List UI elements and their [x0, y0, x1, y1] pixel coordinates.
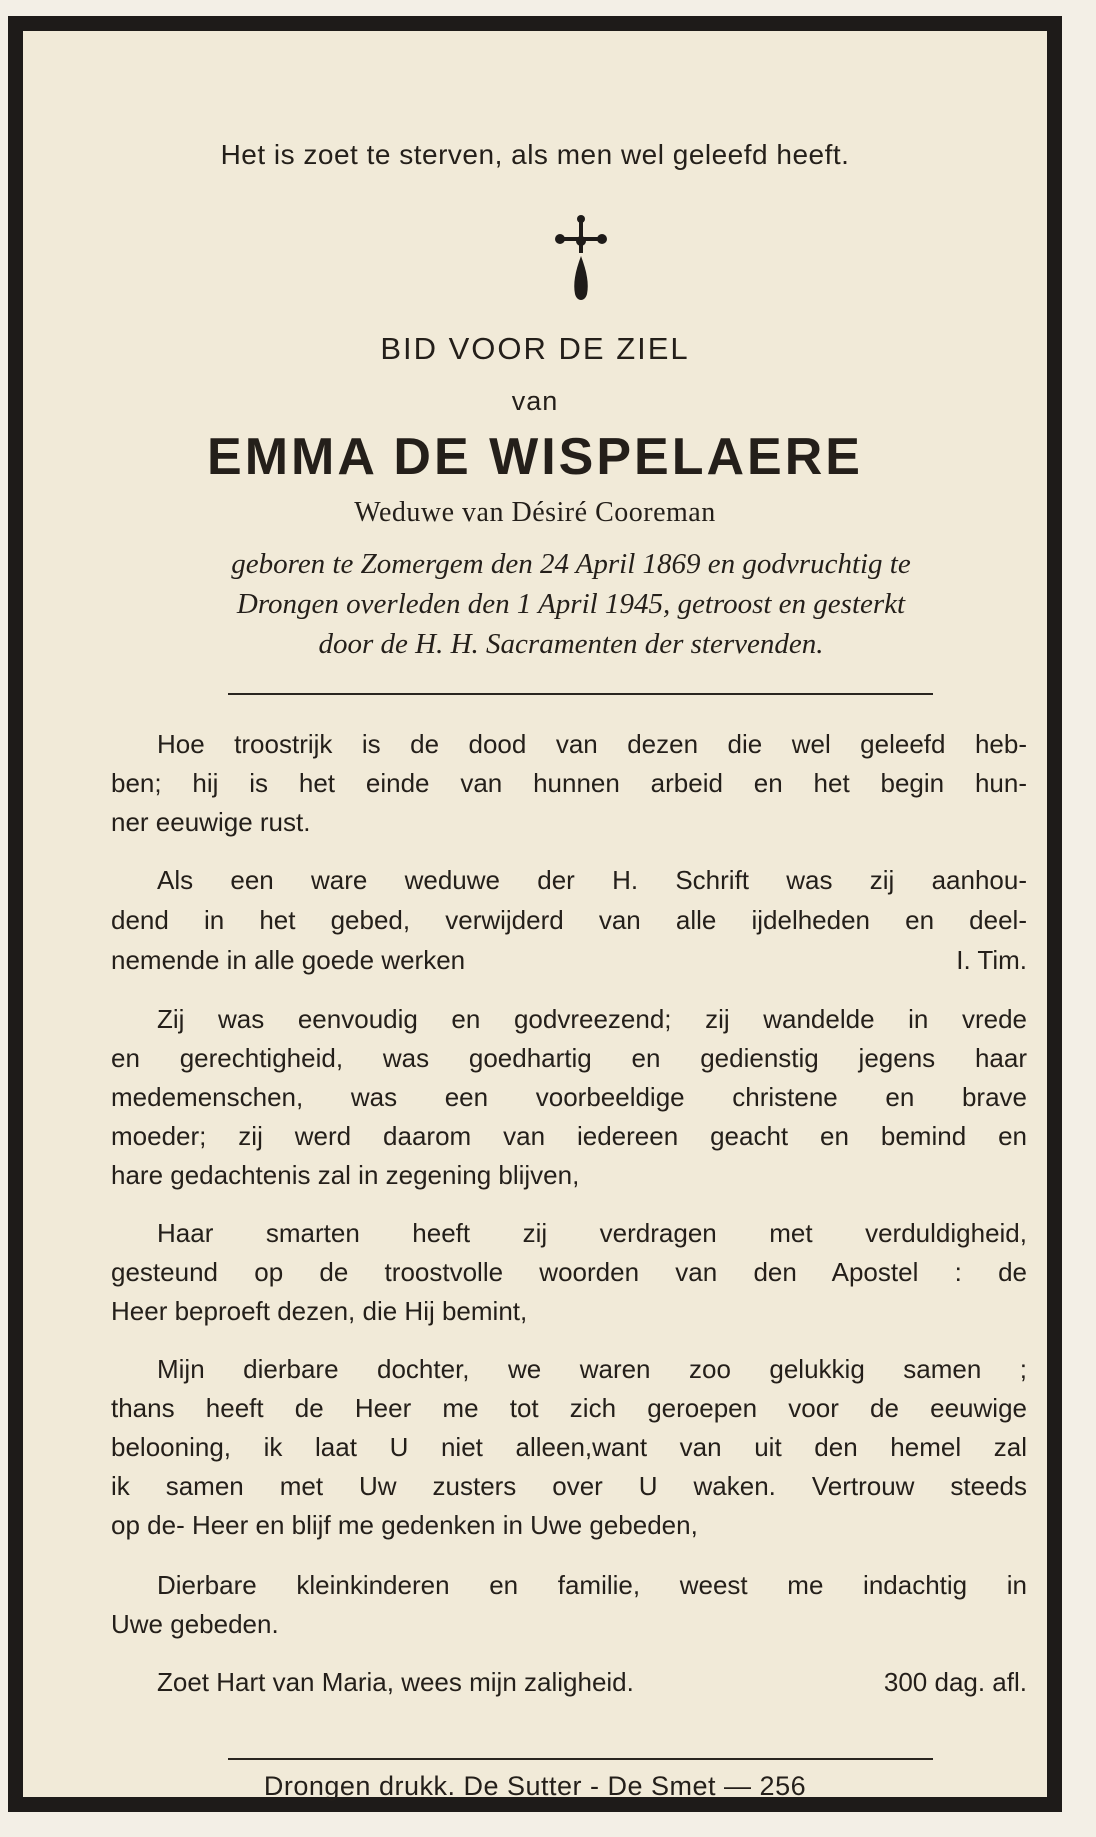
divider: [228, 693, 933, 695]
prayer-line: [157, 1669, 1027, 1695]
text-line: Heer beproeft dezen, die Hij bemint,: [111, 1296, 528, 1326]
text-line: gesteund op de troostvolle woorden van den Apostel : de: [111, 1257, 1027, 1287]
text-line: en gerechtigheid, was goedhartig en gedienstig jegens haar: [111, 1043, 1027, 1073]
text-fragment: nemende in alle goede werken: [111, 945, 466, 975]
text-line: Haar smarten heeft zij verdragen met verduldigheid,: [157, 1218, 1027, 1248]
text-line: hare gedachtenis zal in zegening blijven,: [111, 1160, 580, 1190]
van-label: van: [511, 386, 559, 416]
cross-icon: [553, 214, 609, 308]
widow-line: Weduwe van Désiré Cooreman: [354, 497, 716, 528]
text-line: ner eeuwige rust.: [111, 807, 311, 837]
indulgence-text: 300 dag. afl.: [883, 1667, 1027, 1697]
printer-imprint: Drongen drukk. De Sutter - De Smet — 256: [263, 1771, 807, 1801]
text-line: op de- Heer en blijf me gedenken in Uwe gebeden,: [111, 1510, 698, 1540]
text-line: Uwe gebeden.: [111, 1609, 279, 1639]
text-line: thans heeft de Heer me tot zich geroepen voor de eeuwige: [111, 1393, 1027, 1423]
text-line: Dierbare kleinkinderen en familie, weest me indachtig in: [157, 1570, 1027, 1600]
text-line: ben; hij is het einde van hunnen arbeid en het begin hun-: [111, 768, 1027, 798]
text-line: belooning, ik laat U niet alleen,want van uit den hemel zal: [111, 1432, 1027, 1462]
scripture-reference: I. Tim.: [956, 945, 1027, 975]
text-line: dend in het gebed, verwijderd van alle ijdelheden en deel-: [111, 905, 1027, 935]
text-line: Als een ware weduwe der H. Schrift was zij aanhou-: [157, 865, 1027, 895]
text-line: ik samen met Uw zusters over U waken. Vertrouw steeds: [111, 1471, 1027, 1501]
bio-line: geboren te Zomergem den 24 April 1869 en godvruchtig te: [231, 548, 911, 580]
motto: Het is zoet te sterven, als men wel geleefd heeft.: [220, 139, 850, 170]
text-line: Mijn dierbare dochter, we waren zoo gelukkig samen ;: [157, 1354, 1027, 1384]
bio-line: Drongen overleden den 1 April 1945, getroost en gesterkt: [236, 588, 906, 620]
deceased-name: EMMA DE WISPELAERE: [207, 428, 863, 486]
prayer-text: Zoet Hart van Maria, wees mijn zaligheid.: [157, 1667, 634, 1697]
text-line: Hoe troostrijk is de dood van dezen die wel geleefd heb-: [157, 729, 1027, 759]
text-line: medemenschen, was een voorbeeldige christene en brave: [111, 1082, 1027, 1112]
text-line: Zij was eenvoudig en godvreezend; zij wandelde in vrede: [157, 1004, 1027, 1034]
text-line-with-reference: [111, 947, 1027, 973]
memorial-card: [8, 16, 1062, 1812]
bio-line: door de H. H. Sacramenten der stervenden.: [318, 628, 824, 660]
text-line: moeder; zij werd daarom van iedereen geacht en bemind en: [111, 1121, 1027, 1151]
divider: [228, 1758, 933, 1760]
heading: BID VOOR DE ZIEL: [380, 331, 690, 366]
